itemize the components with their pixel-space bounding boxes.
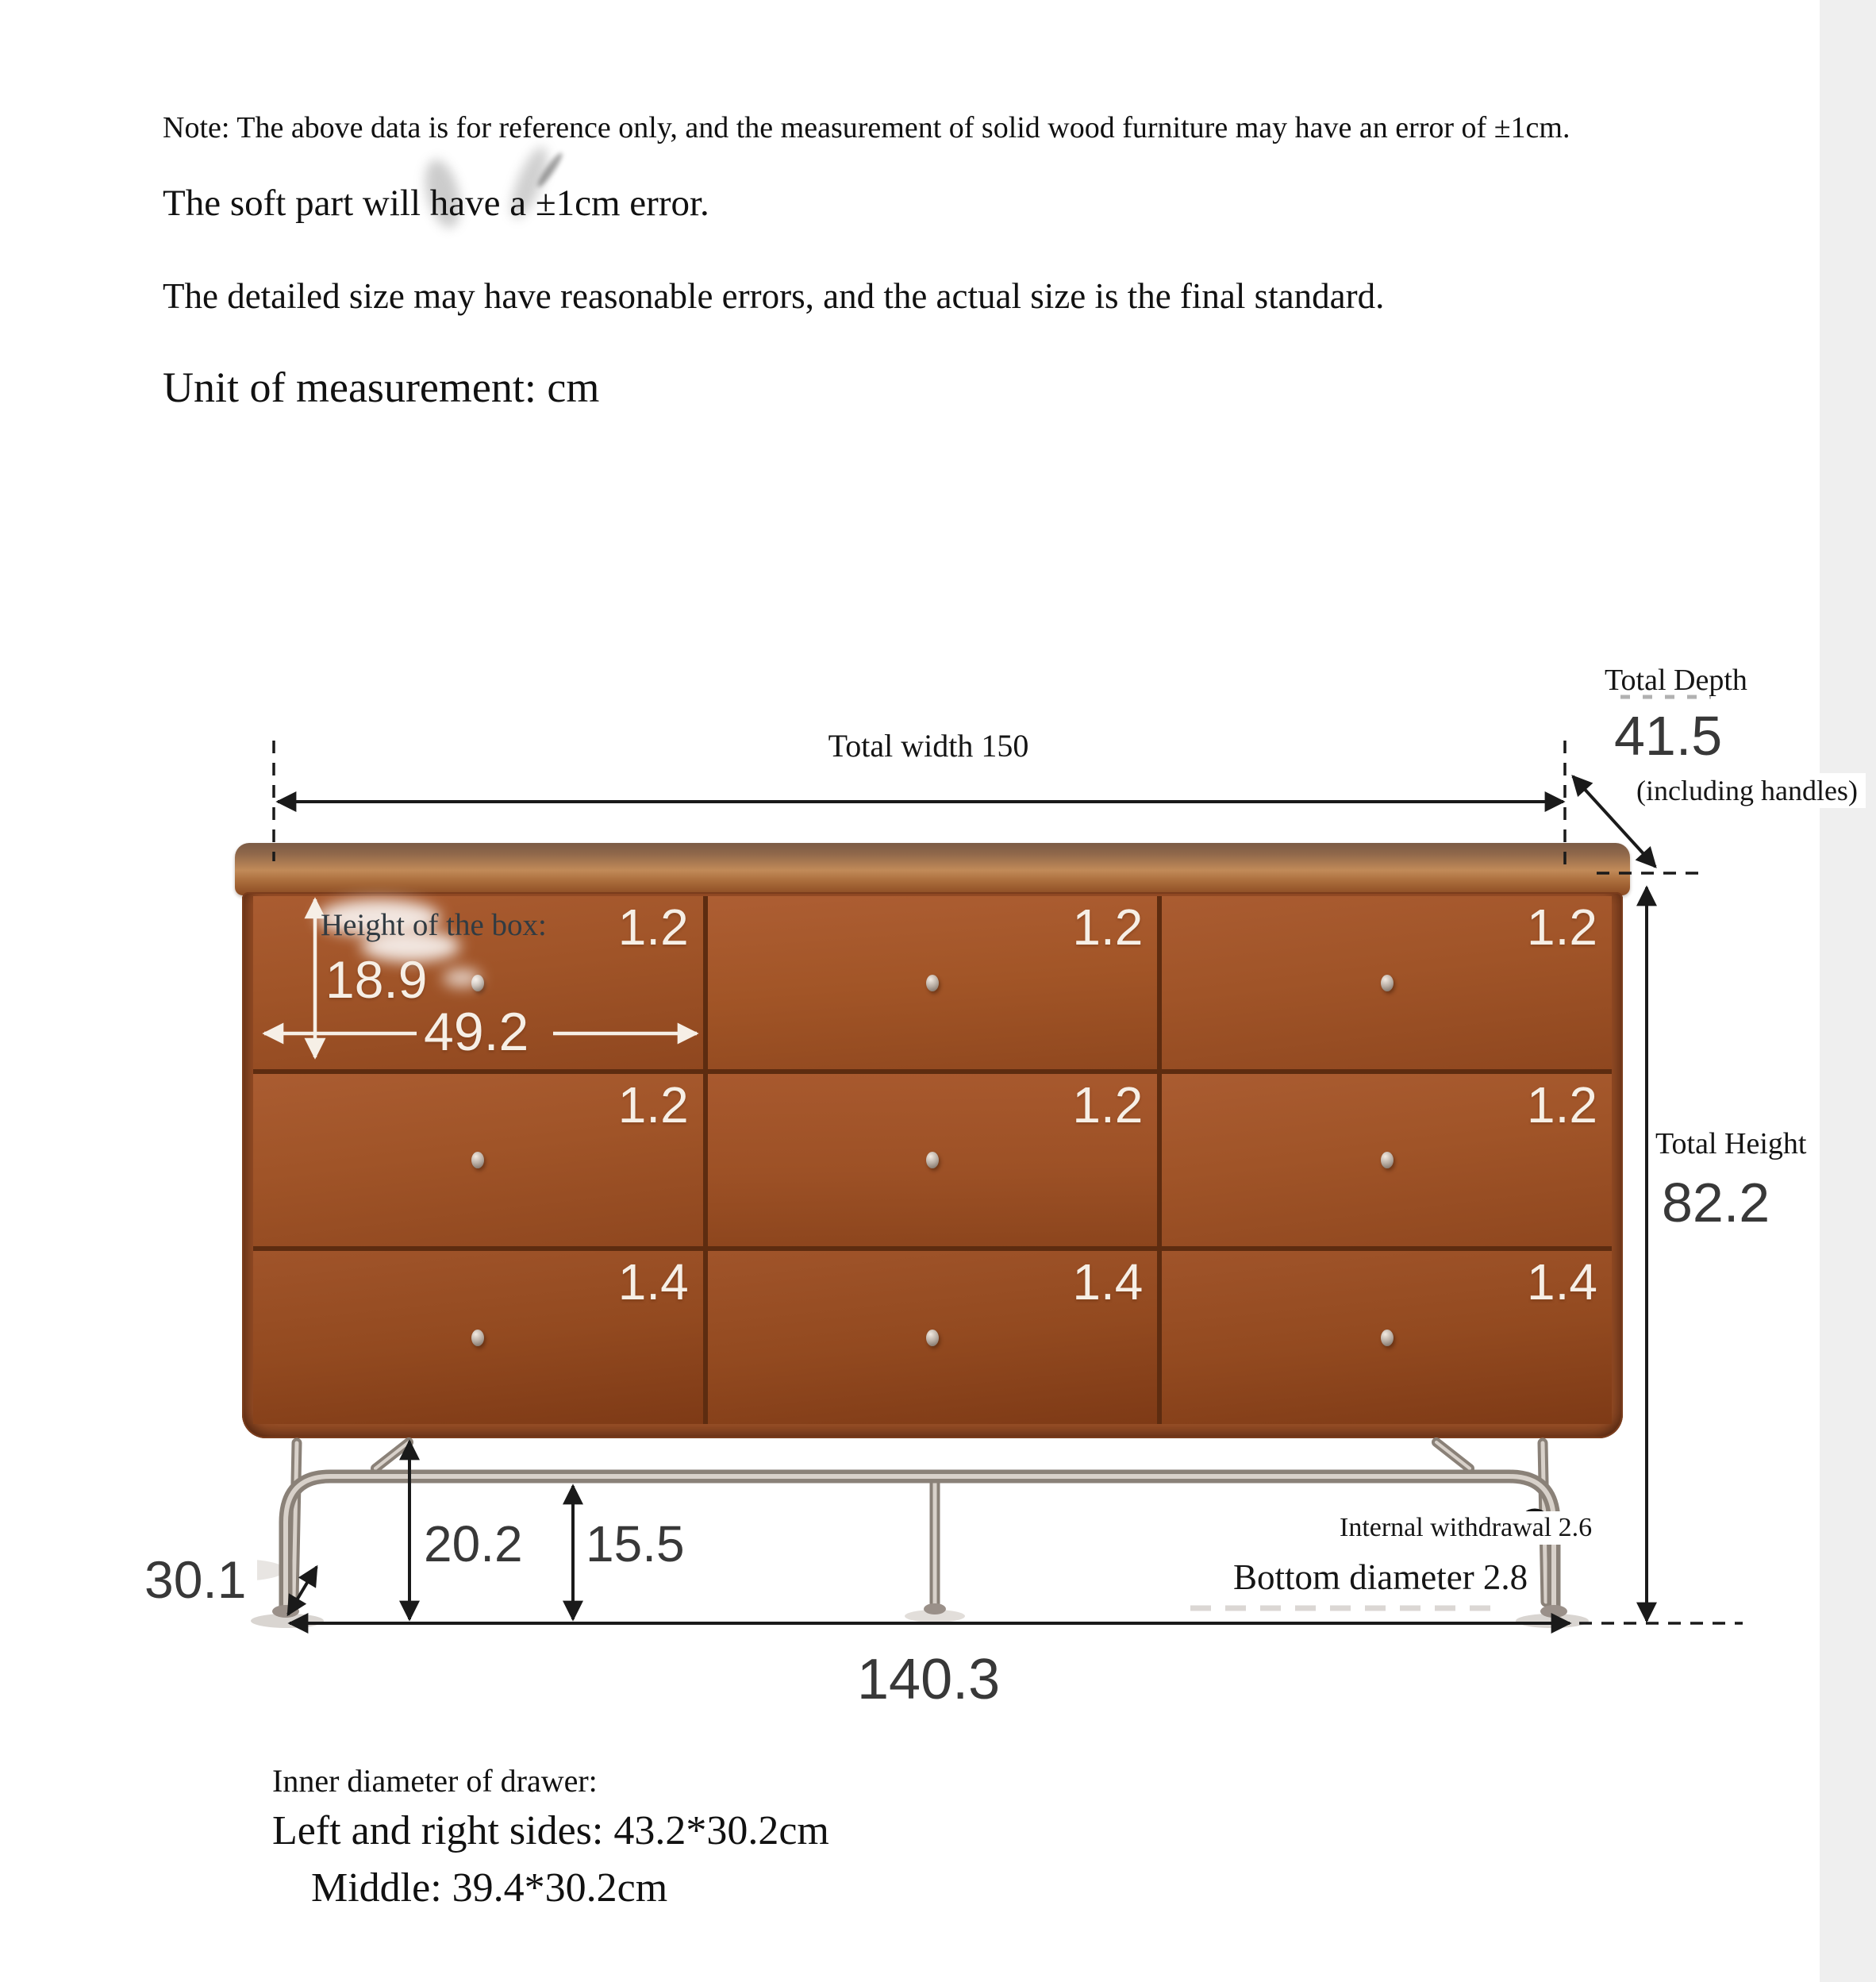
inner-diameter-sides: Left and right sides: 43.2*30.2cm (272, 1808, 829, 1853)
rail-height-value: 15.5 (586, 1515, 685, 1572)
total-height-label: Total Height (1655, 1127, 1807, 1160)
drawer-gap-label: 1.2 (617, 1076, 689, 1133)
detailed-size-line: The detailed size may have reasonable errors, and the actual size is the final standard. (163, 276, 1385, 316)
drawer-gap-label: 1.2 (1072, 1076, 1144, 1133)
total-depth-label: Total Depth (1605, 664, 1747, 697)
soft-part-line: The soft part will have a ±1cm error. (163, 183, 709, 224)
unit-line: Unit of measurement: cm (163, 364, 600, 411)
note-line: Note: The above data is for reference only, and the measurement of solid wood furniture may have an error of ±1cm. (163, 111, 1570, 144)
drawer-gap-label: 1.4 (1527, 1253, 1597, 1311)
drawer-gap-label: 1.2 (1527, 899, 1597, 956)
total-depth-value: 41.5 (1614, 705, 1723, 767)
total-height-value: 82.2 (1662, 1172, 1770, 1233)
leg-height-value: 20.2 (424, 1515, 523, 1572)
dimension-lines (274, 741, 1743, 1623)
drawer-gap-label: 1.2 (617, 899, 689, 956)
feet-span-value: 140.3 (857, 1648, 1001, 1711)
including-handles-label: (including handles) (1628, 773, 1866, 808)
inner-diameter-middle: Middle: 39.4*30.2cm (311, 1865, 668, 1911)
drawer-gap-label: 1.2 (1527, 1076, 1597, 1133)
box-height-label: Height of the box: (321, 908, 547, 942)
drawer-gap-label: 1.4 (617, 1253, 689, 1311)
bottom-diameter-label: Bottom diameter 2.8 (1225, 1556, 1536, 1599)
total-width-label: Total width 150 (828, 728, 1029, 764)
inner-diameter-title: Inner diameter of drawer: (272, 1763, 598, 1799)
drawer-width-value: 49.2 (424, 1002, 529, 1062)
internal-withdrawal-label: Internal withdrawal 2.6 (1332, 1511, 1600, 1545)
drawer-gap-label: 1.2 (1072, 899, 1144, 956)
leg-depth-value: 30.1 (133, 1549, 257, 1611)
drawer-gap-label: 1.4 (1072, 1253, 1144, 1311)
box-height-value: 18.9 (325, 950, 428, 1009)
